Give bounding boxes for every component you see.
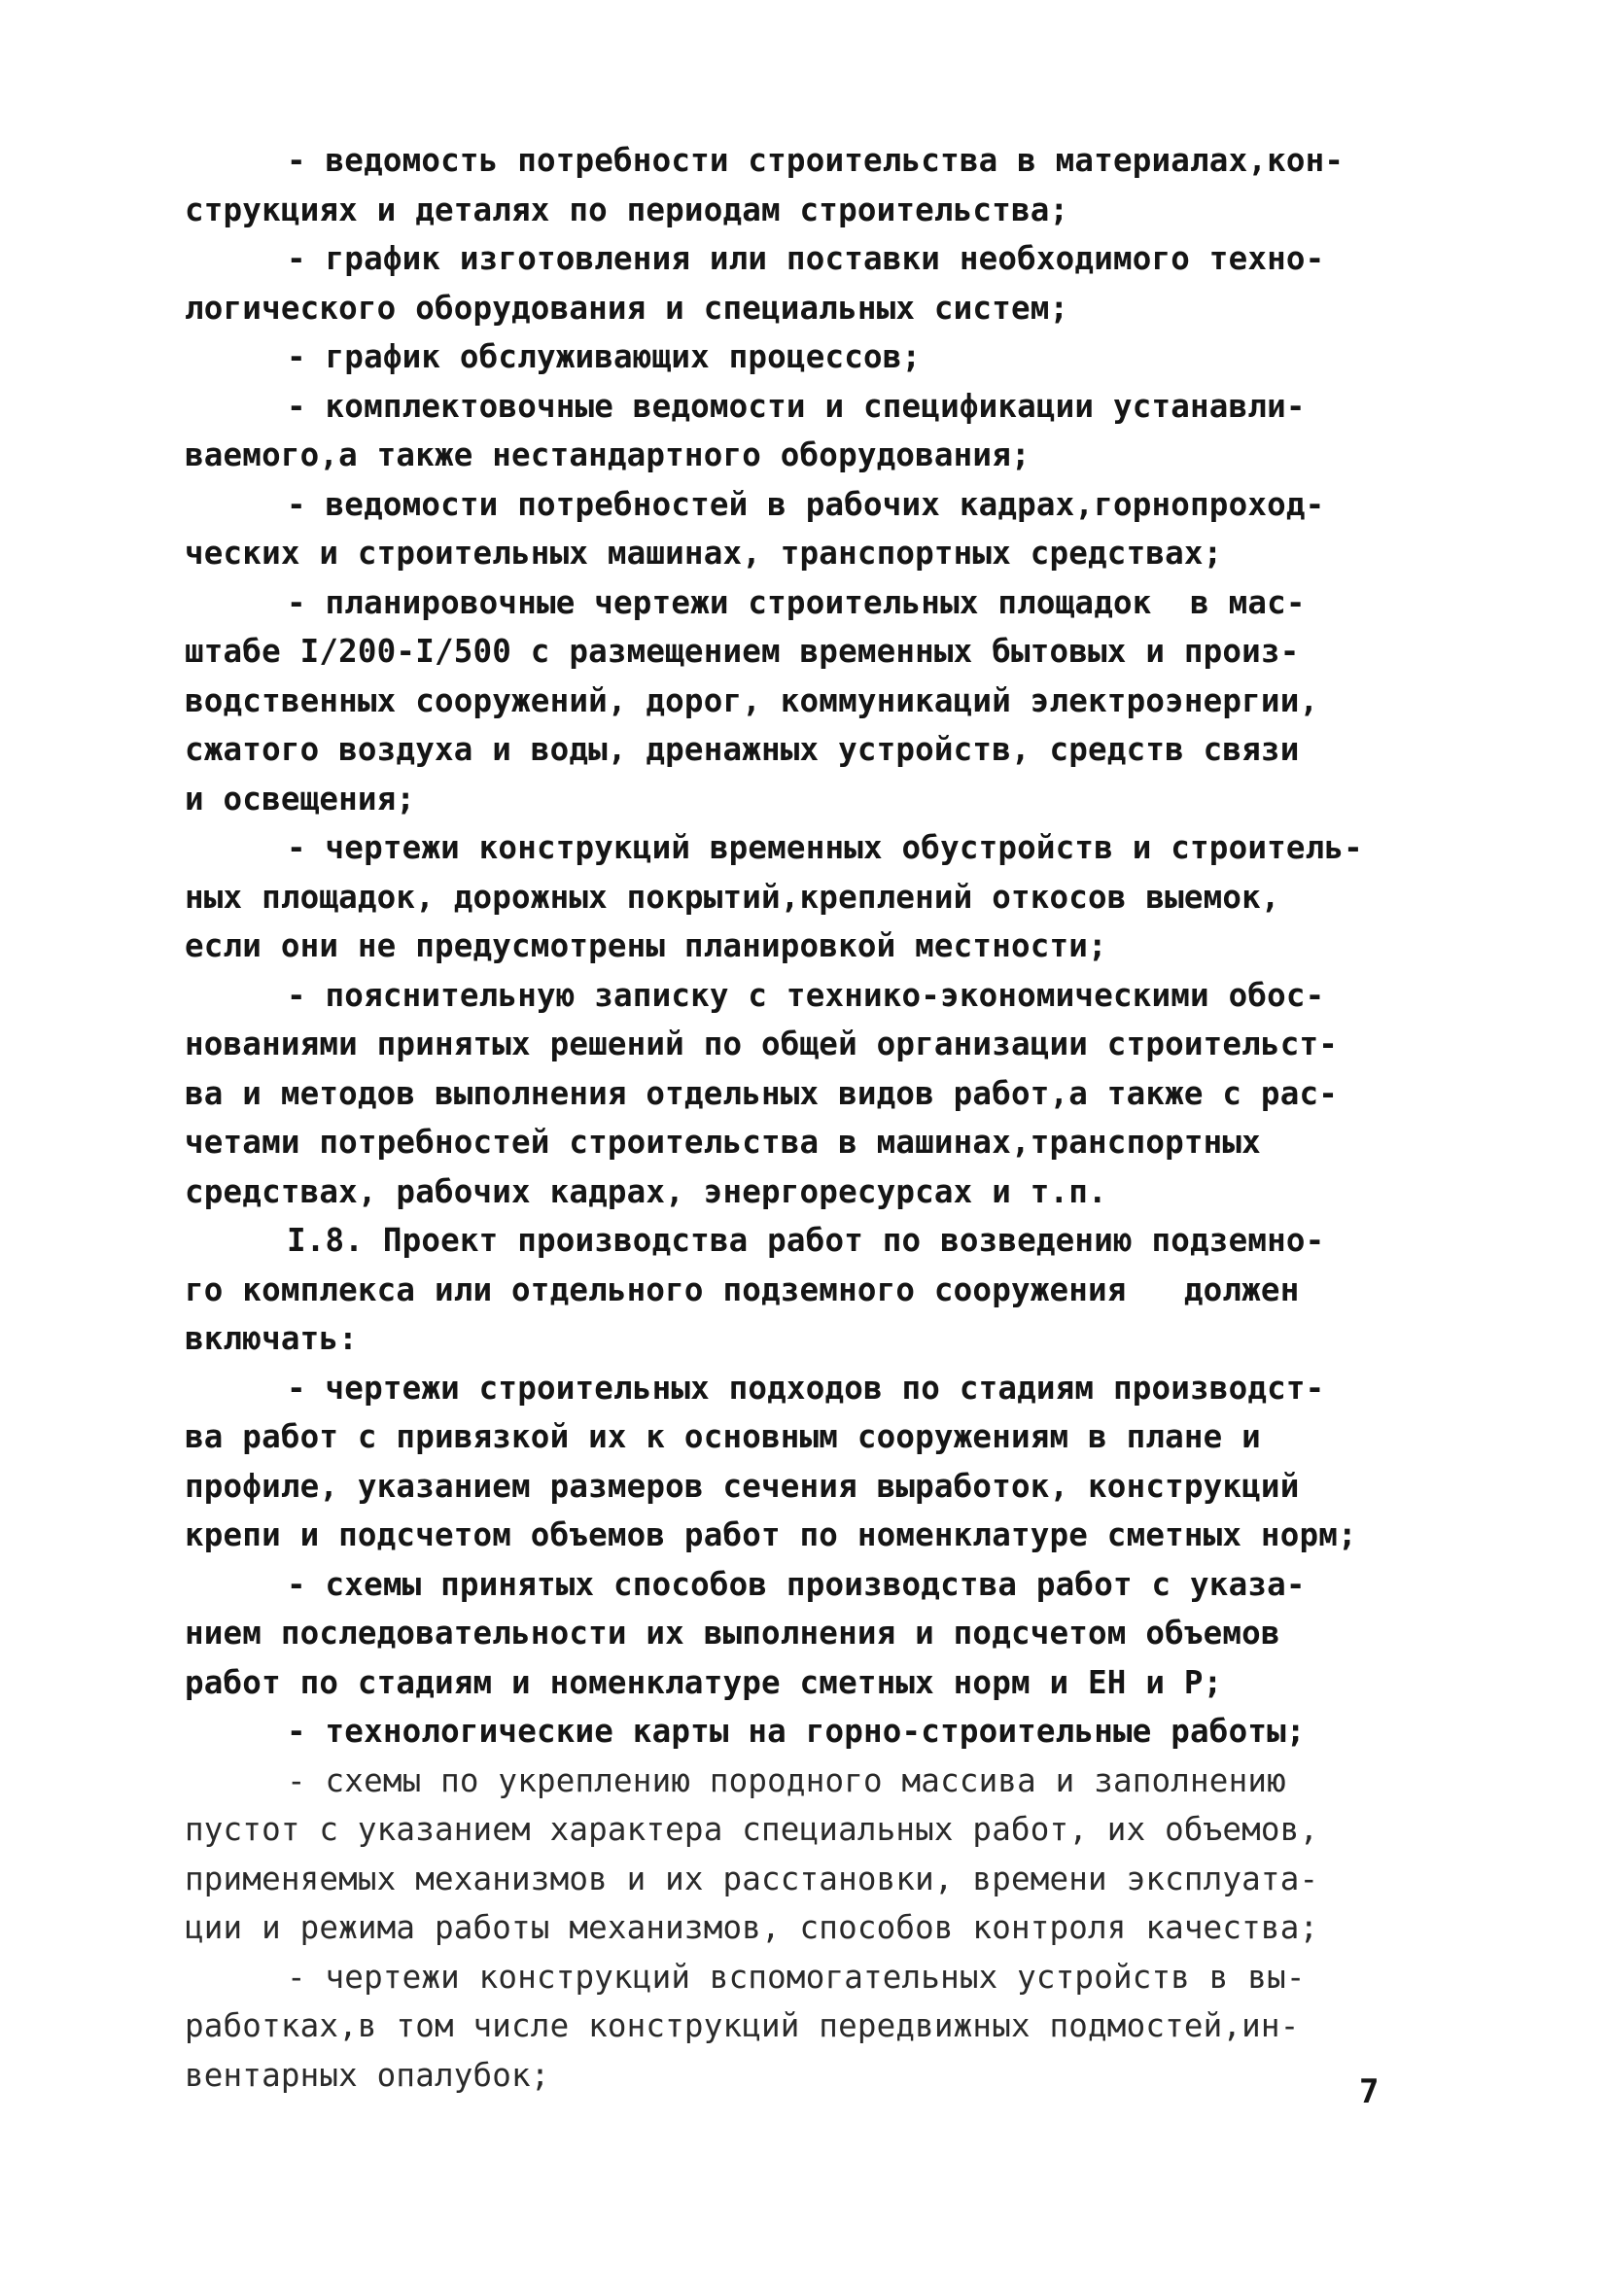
- text-line: - ведомости потребностей в рабочих кадрах,горнопроход-: [287, 485, 1325, 523]
- text-line: ва работ с привязкой их к основным сооружениям в плане и: [185, 1418, 1261, 1455]
- text-line: и освещения;: [185, 780, 416, 818]
- text-line: - схемы по укреплению породного массива и заполнению: [287, 1761, 1286, 1799]
- text-line: крепи и подсчетом объемов работ по номенклатуре сметных норм;: [185, 1516, 1357, 1553]
- text-line: - комплектовочные ведомости и спецификации устанавли-: [287, 387, 1306, 425]
- text-line: штабе I/200-I/500 с размещением временных бытовых и произ-: [185, 633, 1300, 670]
- text-line: сжатого воздуха и воды, дренажных устройств, средств связи: [185, 731, 1300, 768]
- text-line: го комплекса или отдельного подземного сооружения должен: [185, 1270, 1300, 1308]
- text-line: работ по стадиям и номенклатуре сметных норм и ЕН и Р;: [185, 1663, 1223, 1701]
- text-line: нованиями принятых решений по общей организации строительст-: [185, 1026, 1338, 1062]
- text-line: профиле, указанием размеров сечения выработок, конструкций: [185, 1467, 1300, 1505]
- text-line: - схемы принятых способов производства работ с указа-: [287, 1565, 1306, 1603]
- text-line: работках,в том числе конструкций передвижных подмостей,ин-: [185, 2007, 1300, 2044]
- text-line: - ведомость потребности строительства в материалах,кон-: [287, 142, 1345, 179]
- text-line: вентарных опалубок;: [185, 2056, 550, 2094]
- text-line: - график изготовления или поставки необходимого техно-: [287, 240, 1325, 277]
- text-line: включать:: [185, 1320, 358, 1357]
- text-line: нием последовательности их выполнения и подсчетом объемов: [185, 1615, 1280, 1652]
- page-number: 7: [1359, 2072, 1380, 2111]
- text-line: четами потребностей строительства в машинах,транспортных: [185, 1124, 1261, 1161]
- text-line: - пояснительную записку с технико-экономическими обос-: [287, 976, 1325, 1014]
- text-line: - технологические карты на горно-строительные работы;: [287, 1713, 1306, 1750]
- document-body: [185, 136, 1449, 2100]
- text-line: струкциях и деталях по периодам строительства;: [185, 191, 1069, 228]
- text-line: средствах, рабочих кадрах, энергоресурсах и т.п.: [185, 1172, 1107, 1210]
- text-line: - планировочные чертежи строительных площадок в мас-: [287, 583, 1306, 621]
- text-line: ческих и строительных машинах, транспортных средствах;: [185, 535, 1223, 572]
- text-line: - чертежи конструкций временных обустройств и строитель-: [287, 829, 1363, 866]
- text-line: ваемого,а также нестандартного оборудования;: [185, 436, 1031, 473]
- text-line: пустот с указанием характера специальных работ, их объемов,: [185, 1811, 1319, 1848]
- text-line: ных площадок, дорожных покрытий,креплений откосов выемок,: [185, 878, 1280, 916]
- text-line: водственных сооружений, дорог, коммуникаций электроэнергии,: [185, 681, 1319, 719]
- text-line: если они не предусмотрены планировкой местности;: [185, 927, 1107, 964]
- text-line: I.8. Проект производства работ по возведению подземно-: [287, 1222, 1325, 1259]
- text-line: - чертежи строительных подходов по стадиям производст-: [287, 1369, 1325, 1407]
- text-line: применяемых механизмов и их расстановки, времени эксплуата-: [185, 1860, 1319, 1897]
- text-line: логического оборудования и специальных систем;: [185, 289, 1069, 327]
- text-line: - чертежи конструкций вспомогательных устройств в вы-: [287, 1958, 1306, 1996]
- text-line: - график обслуживающих процессов;: [287, 338, 922, 375]
- text-line: ва и методов выполнения отдельных видов работ,а также с рас-: [185, 1074, 1338, 1112]
- text-line: ции и режима работы механизмов, способов контроля качества;: [185, 1909, 1319, 1946]
